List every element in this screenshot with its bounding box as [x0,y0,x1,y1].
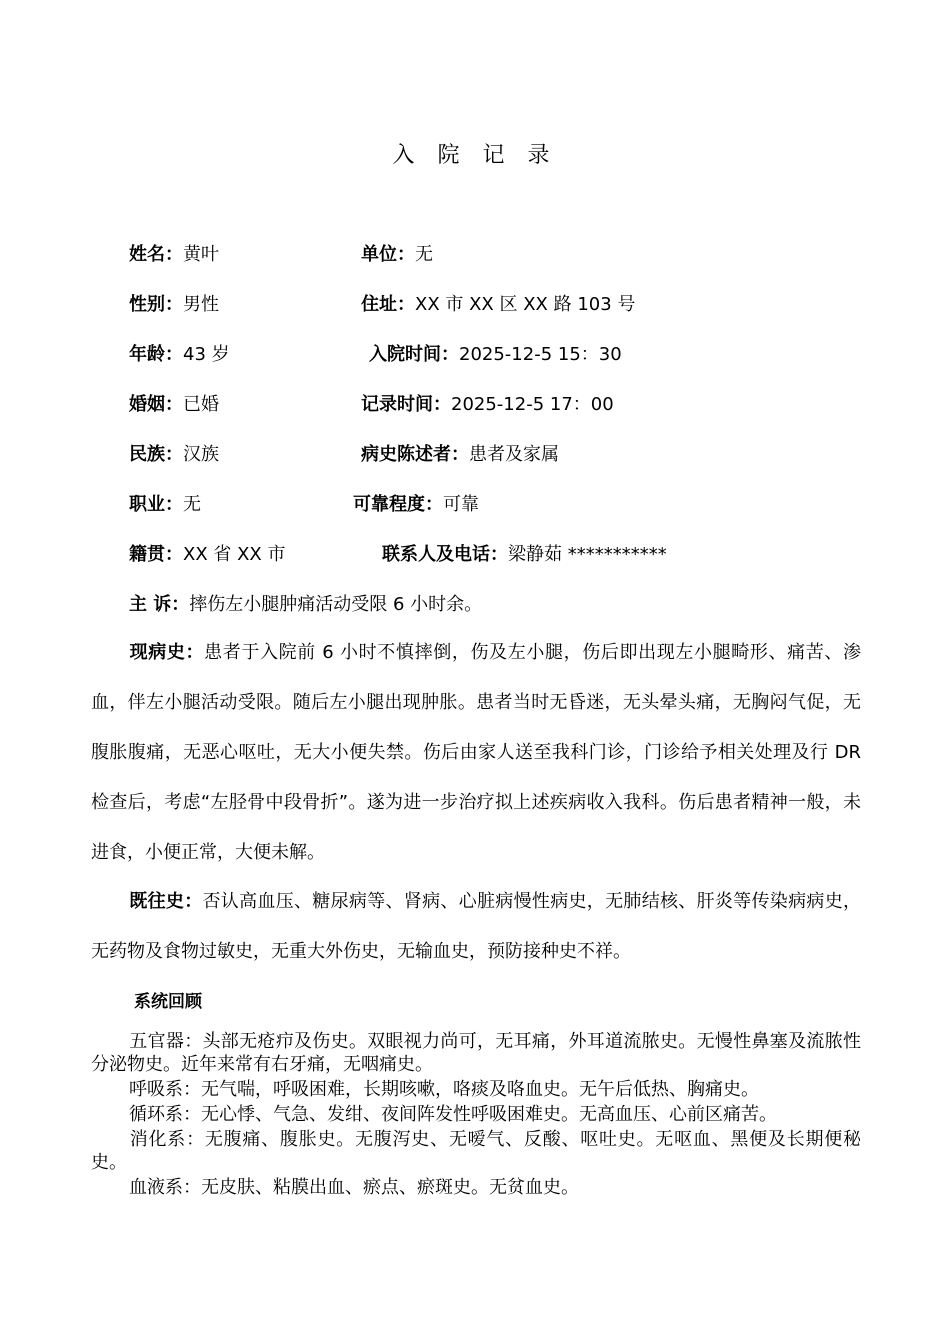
field-gender-value: 男性 [183,294,219,315]
field-reliability [353,493,479,517]
chief-complaint-text: 摔伤左小腿肿痛活动受限 6 小时余。 [189,594,483,615]
field-marital-label: 婚姻： [129,394,183,415]
field-contact-label: 联系人及电话： [382,544,508,565]
field-contact-value: 梁静茹 *********** [508,544,667,565]
field-age [129,343,230,367]
field-name [129,243,219,267]
field-address [361,293,635,317]
past-history [91,877,861,977]
present-illness-text: 患者于入院前 6 小时不慎摔倒，伤及左小腿，伤后即出现左小腿畸形、痛苦、渗血，伴左小腿活动受限。随后左小腿出现肿胀。患者当时无昏迷，无头晕头痛，无胸闷气促，无腹胀腹痛，无恶心呕吐，无大小便失禁。伤后由家人送至我科门诊，门诊给予相关处理及行 DR 检查后，考虑“左胫骨中段骨折”。遂为进一步治疗拟上述疾病收入我科。伤后患者精神一般，未进食，小便正常，大便未解。 [91,642,861,863]
past-history-text: 否认高血压、糖尿病等、肾病、心脏病慢性病史，无肺结核、肝炎等传染病病史，无药物及食物过敏史，无重大外伤史，无输血史，预防接种史不祥。 [91,891,861,962]
past-history-label: 既往史： [129,891,203,912]
field-ethnicity-value: 汉族 [183,444,219,465]
field-gender [129,293,219,317]
system-review-item-text: 血液系：无皮肤、粘膜出血、瘀点、瘀斑史。无贫血史。 [129,1177,579,1198]
field-ethnicity [129,443,219,467]
field-record-time [361,393,614,417]
document-title: 入 院 记 录 [392,143,558,168]
field-name-value: 黄叶 [183,244,219,265]
field-occupation [129,493,201,517]
field-record-time-label: 记录时间： [361,394,451,415]
field-narrator-value: 患者及家属 [469,444,559,465]
system-review-item-circulatory [91,1103,861,1126]
field-record-time-value: 2025-12-5 17：00 [451,394,614,415]
field-occupation-value: 无 [183,494,201,515]
field-unit-value: 无 [415,244,433,265]
field-address-label: 住址： [361,294,415,315]
field-age-value: 43 岁 [183,344,230,365]
system-review-item-text: 消化系：无腹痛、腹胀史。无腹泻史、无嗳气、反酸、呕吐史。无呕血、黑便及长期便秘史。 [91,1129,861,1173]
field-age-label: 年龄： [129,344,183,365]
field-birthplace-label: 籍贯： [129,544,183,565]
field-ethnicity-label: 民族： [129,444,183,465]
system-review-item-text: 呼吸系：无气喘，呼吸困难，长期咳嗽，咯痰及咯血史。无午后低热、胸痛史。 [129,1079,759,1100]
system-review-item-text: 五官器：头部无疮疖及伤史。双眼视力尚可，无耳痛，外耳道流脓史。无慢性鼻塞及流脓性分泌物史。近年来常有右牙痛，无咽痛史。 [91,1031,861,1075]
system-review-item-blood [91,1176,861,1199]
field-admit-time [369,343,622,367]
field-marital-value: 已婚 [183,394,219,415]
field-admit-time-value: 2025-12-5 15：30 [459,344,622,365]
system-review-item-digestive [91,1128,861,1174]
field-unit [361,243,433,267]
system-review-title: 系统回顾 [134,992,202,1012]
present-illness [91,628,861,878]
chief-complaint [129,593,482,617]
field-marital [129,393,219,417]
field-reliability-value: 可靠 [443,494,479,515]
system-review-item-ent [91,1030,861,1076]
field-gender-label: 性别： [129,294,183,315]
field-reliability-label: 可靠程度： [353,494,443,515]
field-birthplace [129,543,286,567]
field-birthplace-value: XX 省 XX 市 [183,544,286,565]
field-address-value: XX 市 XX 区 XX 路 103 号 [415,294,636,315]
present-illness-label: 现病史： [129,642,205,663]
field-contact [382,543,667,567]
system-review-item-respiratory [91,1078,861,1101]
system-review-list [91,1030,861,1199]
field-narrator-label: 病史陈述者： [361,444,469,465]
field-name-label: 姓名： [129,244,183,265]
chief-complaint-label: 主 诉： [129,594,190,615]
system-review-item-text: 循环系：无心悸、气急、发绀、夜间阵发性呼吸困难史。无高血压、心前区痛苦。 [129,1104,777,1125]
field-narrator [361,443,559,467]
field-admit-time-label: 入院时间： [369,344,459,365]
field-unit-label: 单位： [361,244,415,265]
field-occupation-label: 职业： [129,494,183,515]
